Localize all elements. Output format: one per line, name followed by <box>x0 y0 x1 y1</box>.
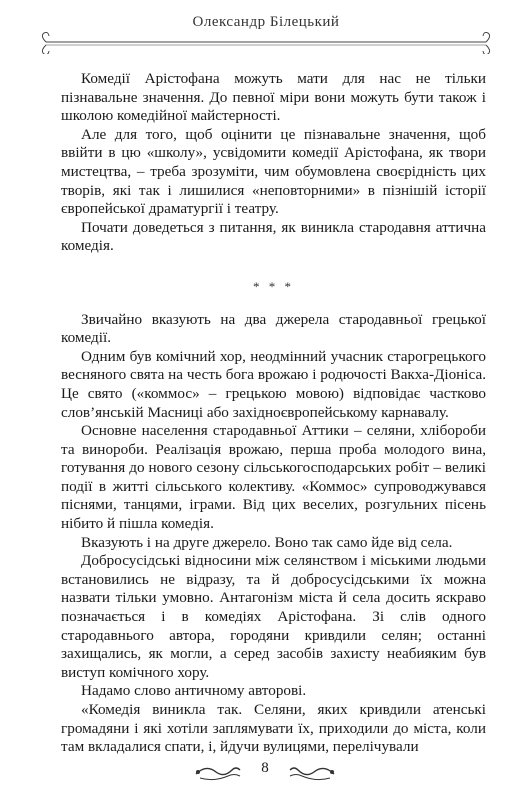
paragraph: Звичайно вказують на два джерела стародавньої грецької комедії. <box>61 310 486 347</box>
section-separator: * * * <box>253 278 294 294</box>
page-body <box>61 70 486 757</box>
paragraph: Добросусідські відносини між селянством і міськими людьми встановились не відразу, та й добросусідськими їх можна назвати тільки умовно. Антагонізм міста й села досить яскраво позначається і в комедіях Арістофана. Зі слів одного стародавнього автора, городяни кривдили селян; останні захищались, як могли, а серед засобів захисту неабияким був виступ комічного хору. <box>61 552 486 681</box>
paragraph: Одним був комічний хор, неодмінний учасник старогрецького весняного свята на честь бога врожаю і родючості Вакха-Діоніса. Це свято («коммос» – грецькою мовою) відповідає частково слов’янській Масниці або західноєвропейському карнавалу. <box>61 347 486 421</box>
page-number: 8 <box>261 760 269 776</box>
paragraph: Надамо слово античному авторові. <box>81 682 307 700</box>
paragraph: Але для того, щоб оцінити це пізнавальне значення, щоб ввійти в цю «школу», усвідомити комедії Арістофана, як твори мистецтва, – треба зрозуміти, чим обумовлена своєрідність цих творів, які так і лишилися «неповторними» в пізнішій історії європейської драматургії і театру. <box>61 125 486 218</box>
author-name: Олександр Білецький <box>192 14 340 30</box>
page-footer <box>190 760 340 786</box>
paragraph: Комедії Арістофана можуть мати для нас не тільки пізнавальне значення. До певної міри вони можуть бути також і школою комедійної майстерності. <box>61 70 486 125</box>
header-ornament-icon <box>40 32 492 54</box>
paragraph: Вказують і на друге джерело. Воно так само йде від села. <box>81 533 453 551</box>
paragraph: Почати доведеться з питання, як виникла стародавня аттична комедія. <box>61 218 486 255</box>
paragraph: Основне населення стародавньої Аттики – селяни, хлібороби та винороби. Реалізація врожаю, перша проба молодого вина, готування до нового сезону сільськогосподарських робіт – великі події в житті сільського колективу. «Коммос» супроводжувався піснями, танцями, іграми. Від цих веселих, розгульних пісень нібито й пішла комедія. <box>61 422 486 533</box>
paragraph: «Комедія виникла так. Селяни, яких кривдили атенські громадяни і які хотіли заплямувати їх, приходили до міста, коли там вкладалися спати, і, йдучи вулицями, перелічували <box>61 701 486 756</box>
running-header <box>40 14 492 54</box>
